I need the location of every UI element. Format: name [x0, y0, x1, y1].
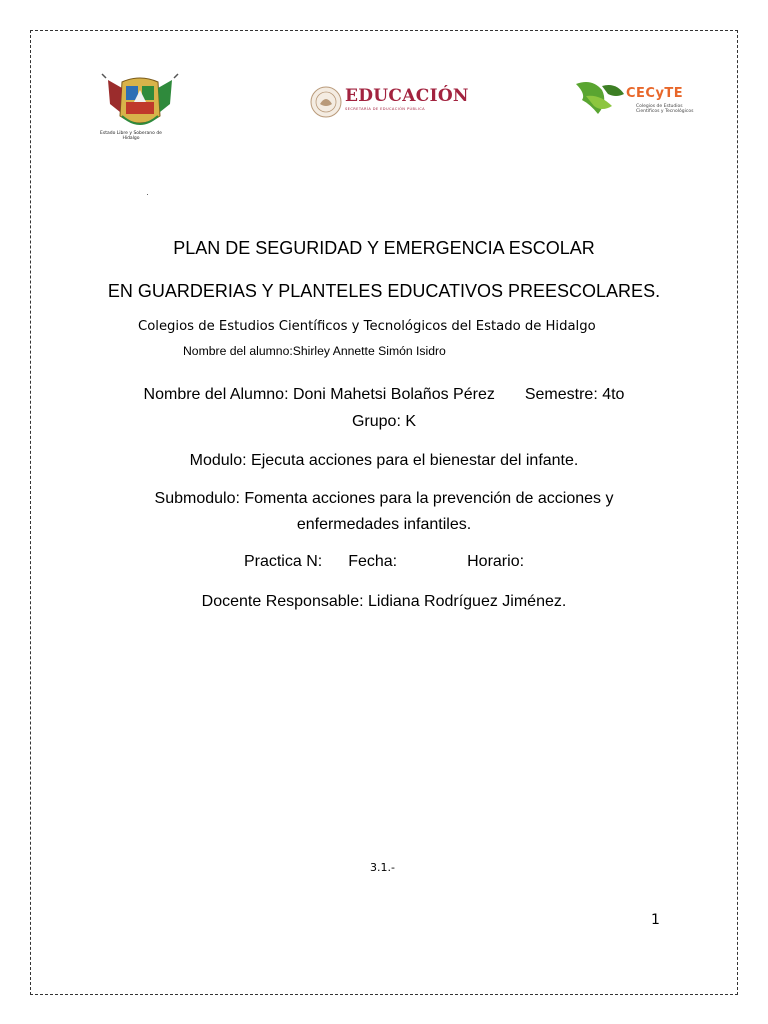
semester: Semestre: 4to	[524, 386, 625, 403]
document-title-line-2: EN GUARDERIAS Y PLANTELES EDUCATIVOS PREESCOLARES.	[107, 281, 661, 301]
teacher: Docente Responsable: Lidiana Rodríguez Jiménez.	[201, 593, 567, 610]
group: Grupo: K	[351, 413, 417, 430]
page-number: 1	[651, 912, 660, 928]
educacion-logo-text: EDUCACIÓN	[345, 86, 469, 106]
submodule-line-1: Submodulo: Fomenta acciones para la prevención de acciones y	[154, 490, 614, 507]
module: Modulo: Ejecuta acciones para el bienestar del infante.	[189, 452, 579, 469]
submodule-line-2: enfermedades infantiles.	[296, 516, 472, 533]
footer-code: 3.1.-	[370, 861, 395, 874]
schedule-label: Horario:	[467, 553, 525, 570]
cecyte-logo-text: CECyTE	[626, 86, 684, 101]
educacion-logo-subtitle: SECRETARÍA DE EDUCACIÓN PÚBLICA	[345, 107, 426, 111]
stray-dot	[147, 194, 148, 195]
cecyte-logo-subtitle: Colegios de Estudios Científicos y Tecnológicos	[636, 104, 694, 114]
document-title-line-1: PLAN DE SEGURIDAD Y EMERGENCIA ESCOLAR	[173, 238, 595, 258]
institution-name: Colegios de Estudios Científicos y Tecnológicos del Estado de Hidalgo	[138, 319, 596, 334]
page-border	[30, 30, 738, 995]
practice-date-schedule-line	[30, 553, 738, 571]
student-name-2: Nombre del Alumno: Doni Mahetsi Bolaños Pérez	[143, 386, 495, 403]
student-semester-line	[30, 386, 738, 404]
date-label: Fecha:	[348, 553, 398, 570]
practice-number: Practica N:	[243, 553, 323, 570]
hidalgo-caption: Estado Libre y Soberano de Hidalgo	[100, 131, 162, 141]
student-name-1: Nombre del alumno:Shirley Annette Simón Isidro	[183, 344, 446, 358]
